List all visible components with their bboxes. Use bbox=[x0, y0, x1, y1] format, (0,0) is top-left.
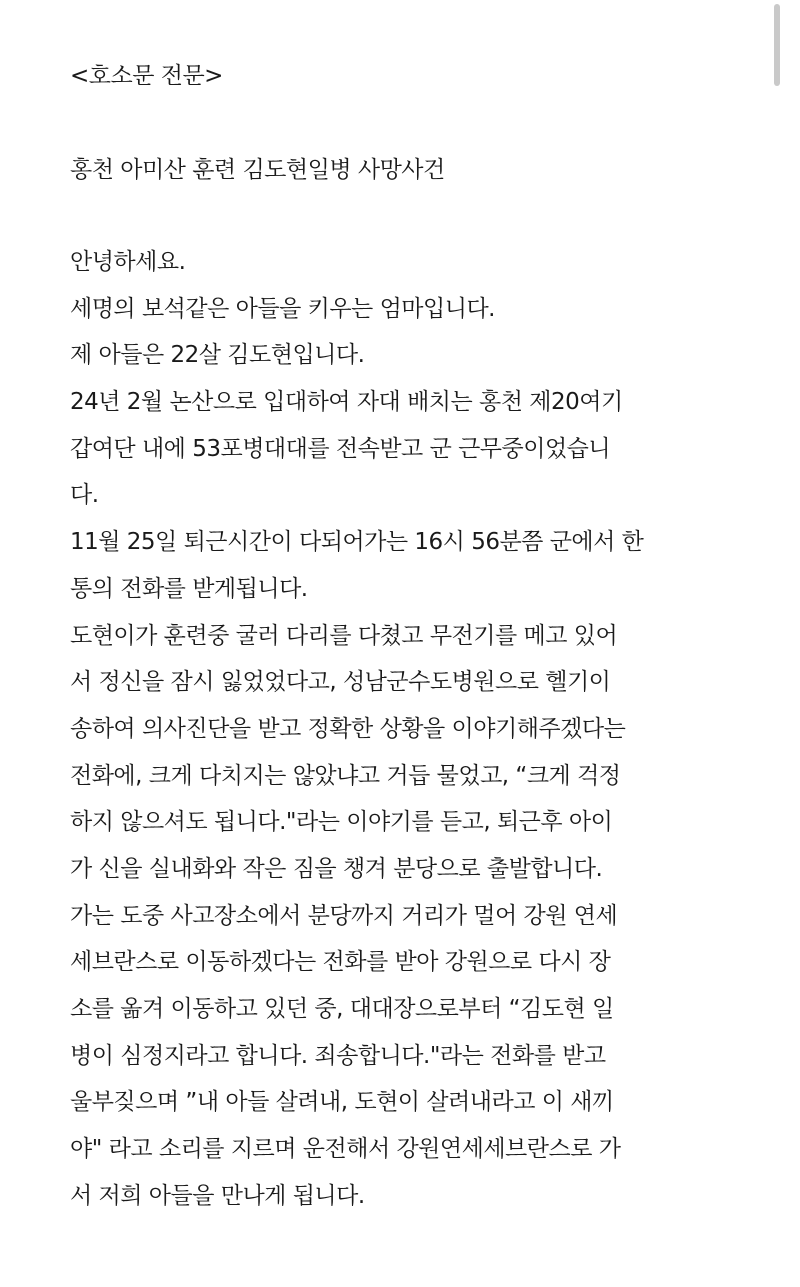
text-line: 제 아들은 22살 김도현입니다. bbox=[70, 342, 365, 369]
text-line: 다. bbox=[70, 482, 99, 509]
text-line: 세브란스로 이동하겠다는 전화를 받아 강원으로 다시 장 bbox=[70, 949, 611, 976]
text-line: 가 신을 실내화와 작은 짐을 챙겨 분당으로 출발합니다. bbox=[70, 855, 603, 882]
text-line: 11월 25일 퇴근시간이 다되어가는 16시 56분쯤 군에서 한 bbox=[70, 529, 644, 556]
text-line: 송하여 의사진단을 받고 정확한 상황을 이야기해주겠다는 bbox=[70, 715, 626, 742]
text-line: 통의 전화를 받게됩니다. bbox=[70, 575, 308, 602]
body-text bbox=[70, 239, 760, 1219]
text-line: 도현이가 훈련중 굴러 다리를 다쳤고 무전기를 메고 있어 bbox=[70, 622, 618, 649]
text-line: 전화에, 크게 다치지는 않았냐고 거듭 물었고, “크게 걱정 bbox=[70, 762, 621, 789]
text-line: 세명의 보석같은 아들을 키우는 엄마입니다. bbox=[70, 295, 495, 322]
text-line: 병이 심정지라고 합니다. 죄송합니다."라는 전화를 받고 bbox=[70, 1042, 606, 1069]
scrollbar-thumb[interactable] bbox=[774, 4, 780, 86]
text-line: 야" 라고 소리를 지르며 운전해서 강원연세세브란스로 가 bbox=[70, 1136, 621, 1163]
text-line: 서 저희 아들을 만나게 됩니다. bbox=[70, 1182, 365, 1209]
text-line: 가는 도중 사고장소에서 분당까지 거리가 멀어 강원 연세 bbox=[70, 902, 618, 929]
document-heading: <호소문 전문> bbox=[70, 63, 223, 89]
text-line: 갑여단 내에 53포병대대를 전속받고 군 근무중이었습니 bbox=[70, 435, 611, 462]
document-subject: 홍천 아미산 훈련 김도현일병 사망사건 bbox=[70, 157, 445, 183]
text-line: 하지 않으셔도 됩니다."라는 이야기를 듣고, 퇴근후 아이 bbox=[70, 809, 613, 836]
text-line: 24년 2월 논산으로 입대하여 자대 배치는 홍천 제20여기 bbox=[70, 389, 623, 416]
text-line: 안녕하세요. bbox=[70, 249, 186, 275]
text-line: 서 정신을 잠시 잃었었다고, 성남군수도병원으로 헬기이 bbox=[70, 669, 611, 696]
text-line: 소를 옮겨 이동하고 있던 중, 대대장으로부터 “김도현 일 bbox=[70, 996, 614, 1022]
document-body bbox=[70, 52, 760, 1219]
text-line: 울부짖으며 ”내 아들 살려내, 도현이 살려내라고 이 새끼 bbox=[70, 1089, 614, 1116]
